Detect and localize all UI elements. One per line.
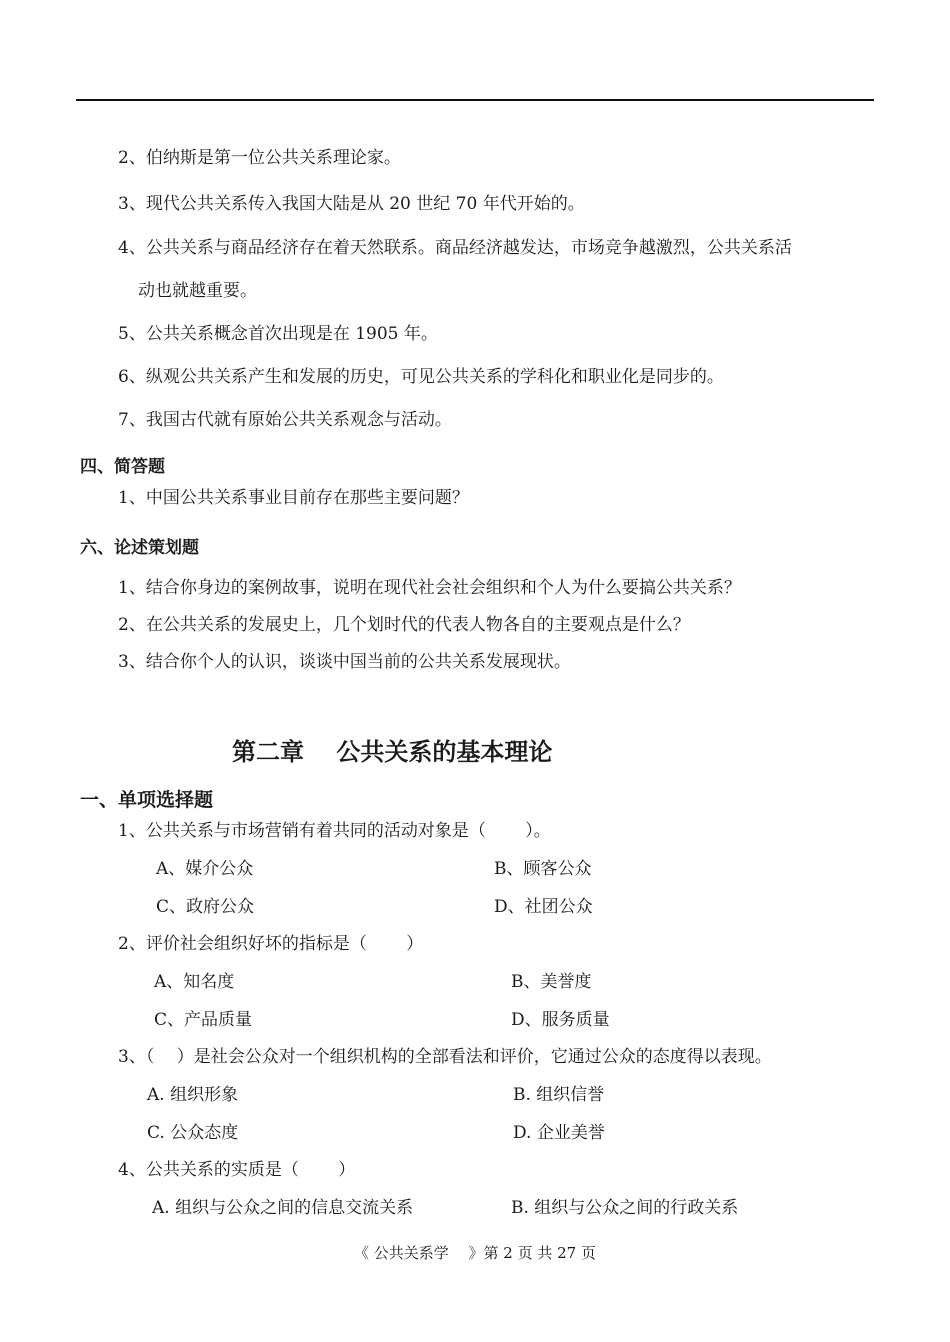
option: B、美誉度 xyxy=(511,972,592,992)
section-heading: 六、论述策划题 xyxy=(80,538,199,558)
option: A、知名度 xyxy=(154,972,235,992)
option: A. 组织与公众之间的信息交流关系 xyxy=(152,1198,414,1218)
option: C. 公众态度 xyxy=(147,1123,239,1143)
option: A. 组织形象 xyxy=(147,1085,239,1105)
question: 3、（ ）是社会公众对一个组织机构的全部看法和评价，它通过公众的态度得以表现。 xyxy=(118,1047,772,1067)
list-item: 5、公共关系概念首次出现是在 1905 年。 xyxy=(118,324,438,344)
question: 2、评价社会组织好坏的指标是（ ） xyxy=(118,934,424,954)
section-heading: 一、单项选择题 xyxy=(80,789,214,811)
list-item: 4、公共关系与商品经济存在着天然联系。商品经济越发达，市场竞争越激烈，公共关系活 xyxy=(118,238,792,258)
list-item: 2、在公共关系的发展史上，几个划时代的代表人物各自的主要观点是什么？ xyxy=(118,615,690,635)
chapter-title: 第二章 公共关系的基本理论 xyxy=(232,738,553,766)
option: B. 组织信誉 xyxy=(513,1085,605,1105)
option: D、社团公众 xyxy=(494,897,593,917)
list-item: 3、现代公共关系传入我国大陆是从 20 世纪 70 年代开始的。 xyxy=(118,194,585,214)
list-item: 2、伯纳斯是第一位公共关系理论家。 xyxy=(118,148,401,168)
header-rule xyxy=(76,99,874,101)
list-item: 7、我国古代就有原始公共关系观念与活动。 xyxy=(118,410,452,430)
option: D. 企业美誉 xyxy=(513,1123,605,1143)
option: A、媒介公众 xyxy=(156,859,254,879)
option: B、顾客公众 xyxy=(494,859,592,879)
list-item: 6、纵观公共关系产生和发展的历史，可见公共关系的学科化和职业化是同步的。 xyxy=(118,367,724,387)
option: D、服务质量 xyxy=(511,1010,610,1030)
list-item: 1、结合你身边的案例故事，说明在现代社会社会组织和个人为什么要搞公共关系？ xyxy=(118,578,741,598)
page-footer: 《 公共关系学 》第 2 页 共 27 页 xyxy=(353,1244,596,1262)
question: 1、公共关系与市场营销有着共同的活动对象是（ ）。 xyxy=(118,821,551,841)
option: C、政府公众 xyxy=(156,897,255,917)
question: 4、公共关系的实质是（ ） xyxy=(118,1160,356,1180)
list-item: 1、中国公共关系事业目前存在那些主要问题？ xyxy=(118,488,469,508)
list-item-continuation: 动也就越重要。 xyxy=(138,281,257,301)
option: C、产品质量 xyxy=(154,1010,253,1030)
option: B. 组织与公众之间的行政关系 xyxy=(511,1198,739,1218)
section-heading: 四、简答题 xyxy=(80,457,165,477)
list-item: 3、结合你个人的认识，谈谈中国当前的公共关系发展现状。 xyxy=(118,652,571,672)
